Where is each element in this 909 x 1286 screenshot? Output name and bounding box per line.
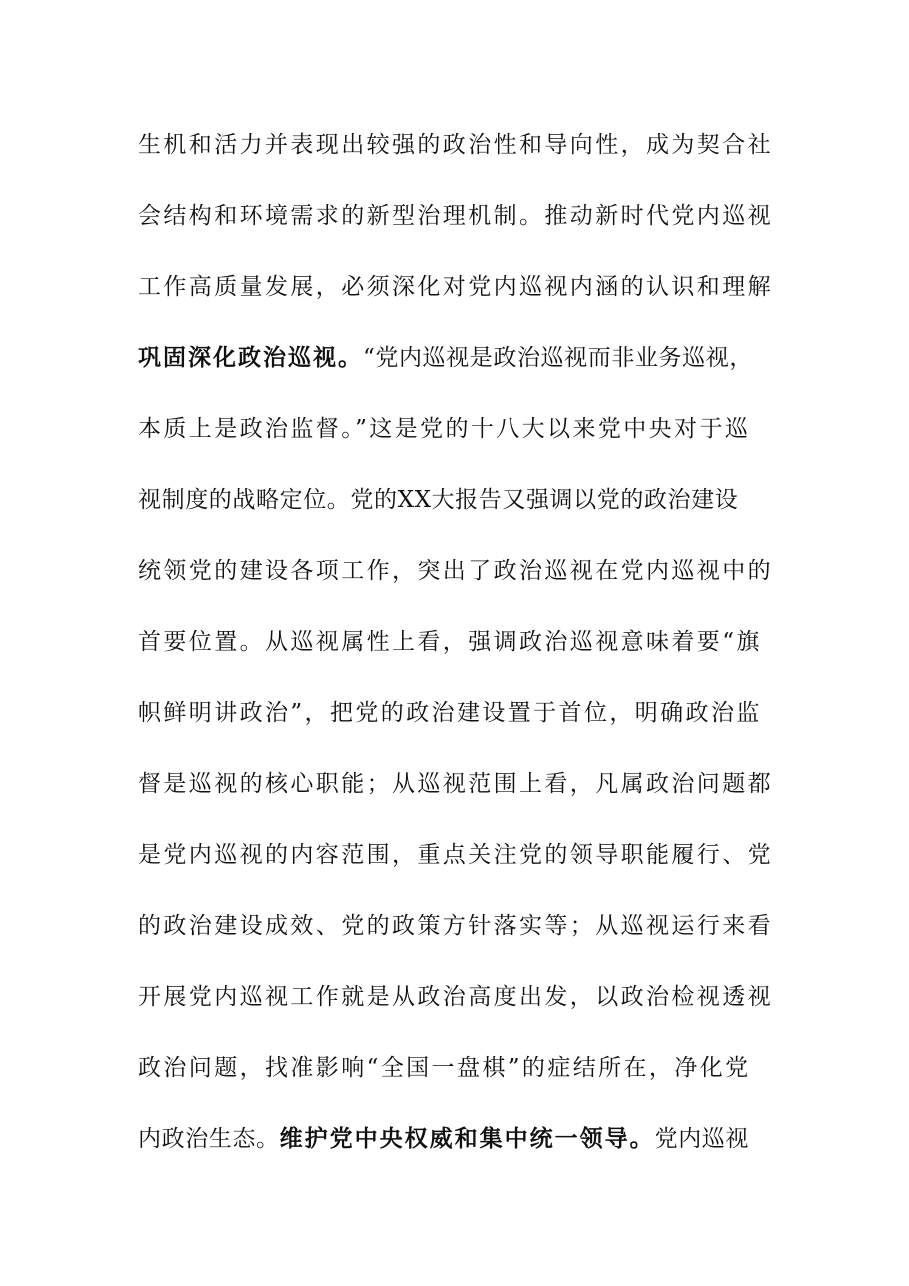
text-line: 本质上是政治监督。”这是党的十八大以来党中央对于巡 (138, 416, 751, 442)
text-line: 会结构和环境需求的新型治理机制。推动新时代党内巡视 (138, 203, 773, 229)
text-line: 是党内巡视的内容范围，重点关注党的领导职能履行、党 (138, 842, 773, 868)
text-line: 生机和活力并表现出较强的政治性和导向性，成为契合社 (138, 132, 773, 158)
text-line: 督是巡视的核心职能；从巡视范围上看，凡属政治问题都 (138, 771, 773, 797)
text-line: 开展党内巡视工作就是从政治高度出发，以政治检视透视 (138, 984, 773, 1010)
section-heading: 维护党中央权威和集中统一领导。 (279, 1126, 655, 1152)
text-line: 统领党的建设各项工作，突出了政治巡视在党内巡视中的 (138, 558, 773, 584)
text-line: 视制度的战略定位。党的XX大报告又强调以党的政治建设 (138, 487, 739, 513)
text-line: 首要位置。从巡视属性上看，强调政治巡视意味着要“旗 (138, 629, 762, 655)
text-line: 帜鲜明讲政治”，把党的政治建设置于首位，明确政治监 (138, 700, 762, 726)
text-line (138, 1116, 778, 1187)
text-line: 政治问题，找准影响“全国一盘棋”的症结所在，净化党 (138, 1055, 751, 1081)
section-heading: 巩固深化政治巡视。 (138, 345, 363, 371)
text-line: 工作高质量发展，必须深化对党内巡视内涵的认识和理解 (138, 274, 773, 300)
text-segment: 党内巡视 (654, 1126, 750, 1152)
body-text (138, 122, 778, 1187)
text-line: 的政治建设成效、党的政策方针落实等；从巡视运行来看 (138, 913, 773, 939)
text-line (138, 335, 778, 406)
text-segment: “党内巡视是政治巡视而非业务巡视， (363, 345, 753, 371)
text-segment: 内政治生态。 (138, 1126, 280, 1152)
